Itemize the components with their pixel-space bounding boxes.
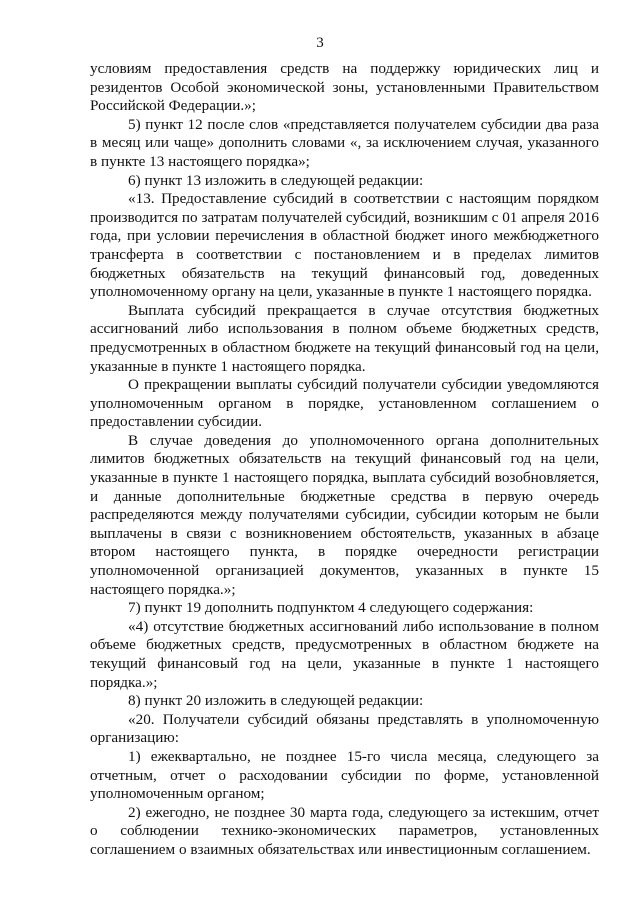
paragraph: 2) ежегодно, не позднее 30 марта года, следующего за истекшим, отчет о соблюдении технико-экономических параметров, установленных соглашением о взаимных обязательствах или инвестиционным соглашением. (90, 803, 599, 858)
paragraph: 5) пункт 12 после слов «представляется получателем субсидии два раза в месяц или чаще» дополнить словами «, за исключением случая, указанного в пункте 13 настоящего порядка»; (90, 115, 599, 170)
paragraph: «20. Получатели субсидий обязаны представлять в уполномоченную организацию: (90, 710, 599, 747)
paragraph: условиям предоставления средств на поддержку юридических лиц и резидентов Особой экономической зоны, установленными Правительством Российской Федерации.»; (90, 60, 599, 115)
paragraph: 1) ежеквартально, не позднее 15-го числа месяца, следующего за отчетным, отчет о расходовании субсидии по форме, установленной уполномоченным органом; (90, 747, 599, 803)
document-body (90, 60, 599, 860)
paragraph: В случае доведения до уполномоченного органа дополнительных лимитов бюджетных обязательств на текущий финансовый год на цели, указанные в пункте 1 настоящего порядка, выплата субсидий возобновляется, и данные дополнительные бюджетные средства в первую очередь распределяются между получателями субсидии, субсидии которым не были выплачены в связи с возникновением обстоятельств, указанных в абзаце втором настоящего пункта, в порядке очередности регистрации уполномоченной организацией документов, указанных в пункте 15 настоящего порядка.»; (90, 431, 599, 598)
paragraph: О прекращении выплаты субсидий получатели субсидии уведомляются уполномоченным органом в порядке, установленном соглашением о предоставлении субсидии. (90, 376, 599, 431)
paragraph: «4) отсутствие бюджетных ассигнований либо использование в полном объеме бюджетных средств, предусмотренных в областном бюджете на текущий финансовый год на цели, указанные в пункте 1 настоящего порядка.»; (90, 617, 599, 691)
paragraph: 6) пункт 13 изложить в следующей редакции: (128, 171, 424, 189)
paragraph: Выплата субсидий прекращается в случае отсутствия бюджетных ассигнований либо использования в полном объеме бюджетных средств, предусмотренных в областном бюджете на текущий финансовый год на цели, указанные в пункте 1 настоящего порядка. (90, 301, 599, 375)
paragraph: 8) пункт 20 изложить в следующей редакции: (128, 692, 424, 710)
page-number: 3 (316, 35, 324, 51)
paragraph: «13. Предоставление субсидий в соответствии с настоящим порядком производится по затратам получателей субсидий, возникшим с 01 апреля 2016 года, при условии перечисления в областной бюджет иного межбюджетного трансферта в соответствии с постановлением и в пределах лимитов бюджетных обязательств на текущий финансовый год, доведенных уполномоченному органу на цели, указанные в пункте 1 настоящего порядка. (90, 190, 599, 301)
paragraph: 7) пункт 19 дополнить подпунктом 4 следующего содержания: (128, 599, 534, 617)
